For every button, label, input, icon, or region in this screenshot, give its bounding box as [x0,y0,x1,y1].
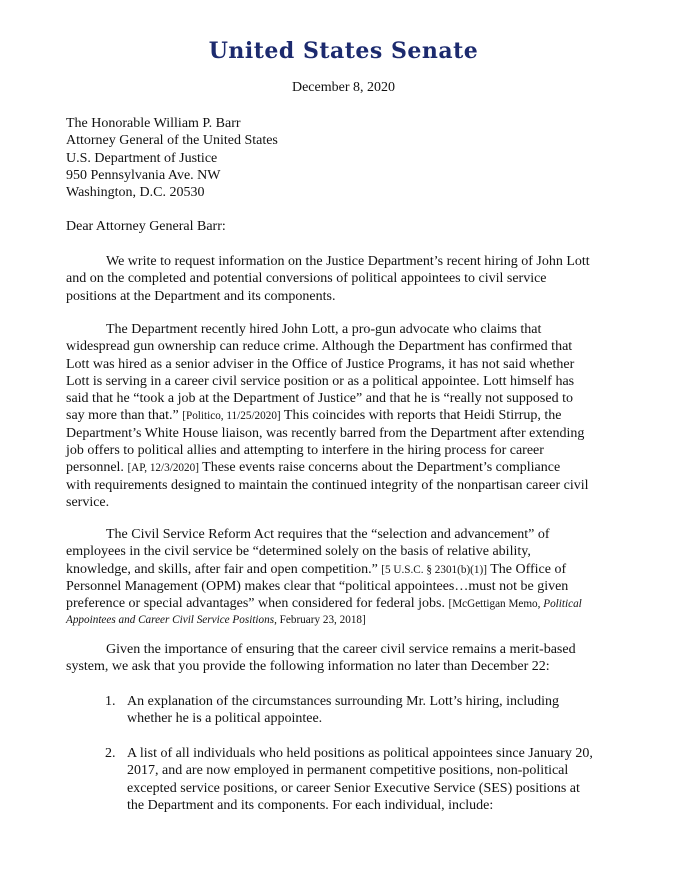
address-line: Attorney General of the United States [66,133,278,149]
line-text: These events raise concerns about the Department’s compliance [198,460,561,476]
line-text: knowledge, and skills, after fair and open competition.” [66,561,382,577]
paragraph-line: said that he “took a job at the Department of Justice” and that he is “really not supposed to [66,391,573,407]
paragraph-line [66,595,622,612]
salutation: Dear Attorney General Barr: [66,219,226,234]
list-number: 1. [105,694,116,709]
paragraph-3 [66,526,622,630]
paragraph-4 [66,641,622,676]
list-line: excepted service positions, or career Senior Executive Service (SES) positions at [127,780,580,796]
paragraph-line: Lott is serving in a career civil service position or as a political appointee. Lott himself has [66,373,575,389]
citation-politico: [Politico, 11/25/2020] [182,410,281,423]
list-line: the Department and its components. For each individual, include: [127,797,494,813]
paragraph-line [66,407,622,424]
paragraph-line [66,459,622,476]
list-line: whether he is a political appointee. [127,711,323,727]
letter-date: December 8, 2020 [291,80,396,95]
paragraph-line: Lott was hired as a senior adviser in the Office of Justice Programs, it has not said whether [66,356,575,372]
citation-memo: [McGettigan Memo, [448,598,544,611]
citation-memo-title: Appointees and Career Civil Service Positions [66,614,275,627]
paragraph-line: Personnel Management (OPM) makes clear that “political appointees…must not be given [66,578,569,594]
paragraph-line: widespread gun ownership can reduce crime. Although the Department has confirmed that [66,339,573,355]
paragraph-line: The Department recently hired John Lott, a pro-gun advocate who claims that [106,322,542,337]
citation-memo-title: Political [543,598,582,611]
paragraph-line: The Civil Service Reform Act requires that the “selection and advancement” of [106,527,550,542]
address-line: U.S. Department of Justice [66,150,218,166]
address-line: The Honorable William P. Barr [66,116,241,131]
citation-ap: [AP, 12/3/2020] [127,462,199,475]
list-line: 2017, and are now employed in permanent competitive positions, non-political [127,763,569,779]
citation-usc: [5 U.S.C. § 2301(b)(1)] [381,563,487,576]
paragraph-line: Department’s White House liaison, was recently barred from the Department after extending [66,425,585,441]
paragraph-line: We write to request information on the Justice Department’s recent hiring of John Lott [106,254,590,269]
line-text: The Office of [486,561,567,577]
recipient-address [66,115,626,201]
list-line: A list of all individuals who held positions as political appointees since January 20, [127,746,593,761]
letterhead: United States Senate [208,38,479,64]
paragraph-line: positions at the Department and its components. [66,288,336,304]
paragraph-line: system, we ask that you provide the following information no later than December 22: [66,659,550,675]
line-text: preference or special advantages” when considered for federal jobs. [66,596,449,612]
paragraph-line: and on the completed and potential conversions of political appointees to civil service [66,271,547,287]
paragraph-line: with requirements designed to maintain the continued integrity of the nonpartisan career civil [66,477,589,493]
paragraph-1 [66,253,622,305]
paragraph-line [66,612,622,629]
line-text: personnel. [66,460,128,476]
line-text: This coincides with reports that Heidi Stirrup, the [280,408,562,424]
address-line: 950 Pennsylvania Ave. NW [66,167,221,183]
list-item-body [127,693,637,728]
paragraph-line: Given the importance of ensuring that the career civil service remains a merit-based [106,642,576,657]
paragraph-line: employees in the civil service be “determined solely on the basis of relative ability, [66,544,531,560]
paragraph-line [66,561,622,578]
line-text: say more than that.” [66,408,183,424]
list-item-body [127,745,637,814]
list-number: 2. [105,746,116,761]
paragraph-line: job offers to political allies and attempting to interfere in the hiring process for career [66,443,544,459]
address-line: Washington, D.C. 20530 [66,185,205,201]
citation-memo-date: , February 23, 2018] [274,614,366,627]
list-line: An explanation of the circumstances surrounding Mr. Lott’s hiring, including [127,694,559,709]
paragraph-2 [66,321,622,511]
paragraph-line: service. [66,494,110,510]
